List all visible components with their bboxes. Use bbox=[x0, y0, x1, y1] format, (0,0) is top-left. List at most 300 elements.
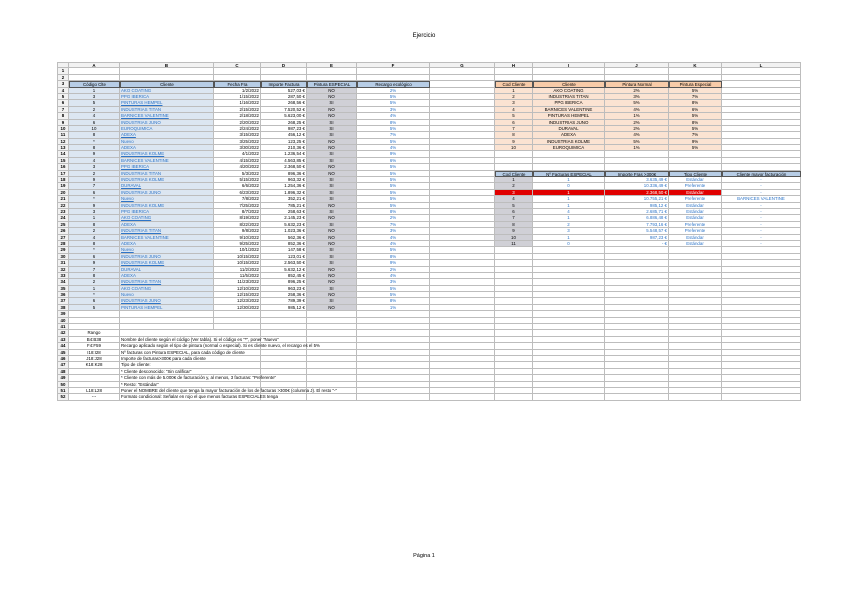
cell-b[interactable]: INDUSTRIAS KOLME bbox=[120, 151, 214, 157]
row-number[interactable]: 52 bbox=[57, 394, 69, 400]
summary-header-i[interactable]: Nº Facturas ESPECIAL bbox=[533, 171, 605, 177]
summary-header-j[interactable]: Importe Fras >300€ bbox=[605, 171, 669, 177]
cell-e[interactable]: NO bbox=[307, 164, 357, 170]
cell-b[interactable]: INDUSTRIAS JUNO bbox=[120, 254, 214, 260]
cell-d[interactable]: 1.254,36 € bbox=[261, 183, 307, 189]
cell-a[interactable]: 6 bbox=[69, 120, 120, 126]
cell-f[interactable]: 5% bbox=[357, 292, 430, 298]
cell-h[interactable]: 3 bbox=[495, 100, 533, 106]
row-number[interactable]: 40 bbox=[57, 318, 69, 324]
cell-f[interactable]: 9% bbox=[357, 260, 430, 266]
cell-a[interactable]: 3 bbox=[69, 209, 120, 215]
cell-c[interactable]: 8/7/2022 bbox=[214, 209, 261, 215]
row-number[interactable]: 4 bbox=[57, 88, 69, 94]
cell-e[interactable]: SI bbox=[307, 209, 357, 215]
cell-e[interactable]: SI bbox=[307, 260, 357, 266]
row-number[interactable]: 24 bbox=[57, 215, 69, 221]
cell-j[interactable]: 1% bbox=[605, 113, 669, 119]
note-text[interactable]: Formato condicional: Señalar en rojo el que menos facturas ESPECIALES tenga bbox=[120, 394, 801, 400]
cell-h[interactable]: 1 bbox=[495, 88, 533, 94]
cell-a[interactable]: 2 bbox=[69, 171, 120, 177]
cell-k[interactable]: Estándar bbox=[669, 215, 722, 221]
cell-k[interactable]: 7% bbox=[669, 94, 722, 100]
cell-e[interactable]: SI bbox=[307, 158, 357, 164]
cell-l[interactable]: BARNICES VALENTINE bbox=[722, 196, 801, 202]
cell-c[interactable]: 10/15/2022 bbox=[214, 254, 261, 260]
cell-d[interactable]: 123,01 € bbox=[261, 254, 307, 260]
cell-d[interactable]: 258,36 € bbox=[261, 292, 307, 298]
cell-a[interactable]: 4 bbox=[69, 235, 120, 241]
cell-j[interactable]: 987,23 € bbox=[605, 235, 669, 241]
cell-c[interactable]: 1/16/2022 bbox=[214, 100, 261, 106]
cell-a[interactable]: 1 bbox=[69, 286, 120, 292]
row-number[interactable]: 11 bbox=[57, 132, 69, 138]
row-number[interactable]: 18 bbox=[57, 177, 69, 183]
cell-a[interactable]: 8 bbox=[69, 273, 120, 279]
cell-f[interactable]: 4% bbox=[357, 113, 430, 119]
cell-f[interactable]: 3% bbox=[357, 107, 430, 113]
cell-a[interactable]: 4 bbox=[69, 113, 120, 119]
cell-e[interactable]: NO bbox=[307, 267, 357, 273]
row-number[interactable]: 9 bbox=[57, 120, 69, 126]
cell-j[interactable]: 2.368,50 € bbox=[605, 190, 669, 196]
cell-f[interactable]: 2% bbox=[357, 267, 430, 273]
cell-e[interactable]: NO bbox=[307, 113, 357, 119]
cell-e[interactable]: SI bbox=[307, 177, 357, 183]
cell-a[interactable]: 4 bbox=[69, 158, 120, 164]
row-number[interactable]: 12 bbox=[57, 139, 69, 145]
cell-e[interactable]: SI bbox=[307, 190, 357, 196]
cell-j[interactable]: 985,12 € bbox=[605, 203, 669, 209]
cell-k[interactable]: 5% bbox=[669, 113, 722, 119]
cell-c[interactable]: 10/1/2022 bbox=[214, 247, 261, 253]
row-number[interactable]: 43 bbox=[57, 337, 69, 343]
cell-j[interactable]: 1% bbox=[605, 145, 669, 151]
cell-k[interactable]: 5% bbox=[669, 88, 722, 94]
cell-h[interactable]: 8 bbox=[495, 132, 533, 138]
cell-k[interactable]: 5% bbox=[669, 126, 722, 132]
cell-c[interactable]: 9/25/2022 bbox=[214, 241, 261, 247]
cell-b[interactable]: Nuevo bbox=[120, 292, 214, 298]
cell-a[interactable]: 6 bbox=[69, 298, 120, 304]
cell-b[interactable]: AKO COATING bbox=[120, 286, 214, 292]
cell-f[interactable]: 5% bbox=[357, 196, 430, 202]
cell-h[interactable]: 5 bbox=[495, 113, 533, 119]
cell-a[interactable]: * bbox=[69, 247, 120, 253]
cell-b[interactable]: ADEXA bbox=[120, 222, 214, 228]
cell-h[interactable]: 9 bbox=[495, 139, 533, 145]
cell-e[interactable]: SI bbox=[307, 254, 357, 260]
cell-b[interactable]: EUROQUIMICA bbox=[120, 126, 214, 132]
cell-a[interactable]: 3 bbox=[69, 94, 120, 100]
cell-a[interactable]: K18:K28 bbox=[69, 362, 120, 368]
cell-i[interactable]: 1 bbox=[533, 190, 605, 196]
cell-f[interactable]: 7% bbox=[357, 132, 430, 138]
cell-c[interactable]: 12/30/2022 bbox=[214, 305, 261, 311]
cell-b[interactable]: DURAVAL bbox=[120, 267, 214, 273]
cell-c[interactable]: 2/18/2022 bbox=[214, 113, 261, 119]
row-number[interactable]: 14 bbox=[57, 151, 69, 157]
cell-f[interactable]: 8% bbox=[357, 298, 430, 304]
row-number[interactable]: 21 bbox=[57, 196, 69, 202]
row-number[interactable]: 8 bbox=[57, 113, 69, 119]
row-number[interactable]: 5 bbox=[57, 94, 69, 100]
cell-e[interactable]: NO bbox=[307, 292, 357, 298]
cell-c[interactable]: 4/1/2022 bbox=[214, 151, 261, 157]
cell-k[interactable]: 8% bbox=[669, 100, 722, 106]
cell-a[interactable]: * bbox=[69, 196, 120, 202]
row-number[interactable]: 29 bbox=[57, 247, 69, 253]
cell-d[interactable]: 963,23 € bbox=[261, 286, 307, 292]
cell-i[interactable]: 0 bbox=[533, 183, 605, 189]
row-number[interactable]: 27 bbox=[57, 235, 69, 241]
cell-a[interactable]: 7 bbox=[69, 183, 120, 189]
cell-c[interactable]: 3/25/2022 bbox=[214, 139, 261, 145]
cell-h[interactable]: 7 bbox=[495, 126, 533, 132]
column-header-h[interactable]: H bbox=[495, 62, 533, 68]
cell-b[interactable]: BARNICES VALENTINE bbox=[120, 158, 214, 164]
cell-c[interactable]: 1/15/2022 bbox=[214, 94, 261, 100]
cell-d[interactable]: 852,36 € bbox=[261, 241, 307, 247]
cell-i[interactable]: INDUSTRIAS KOLME bbox=[533, 139, 605, 145]
row-number[interactable]: 7 bbox=[57, 107, 69, 113]
row-number[interactable]: 34 bbox=[57, 279, 69, 285]
cell-h[interactable]: 2 bbox=[495, 94, 533, 100]
cell-c[interactable]: 7/8/2022 bbox=[214, 196, 261, 202]
row-number[interactable]: 26 bbox=[57, 228, 69, 234]
cell-k[interactable]: 6% bbox=[669, 107, 722, 113]
cell-h[interactable]: 10 bbox=[495, 145, 533, 151]
cell-e[interactable]: NO bbox=[307, 88, 357, 94]
cell-j[interactable]: 2.685,71 € bbox=[605, 209, 669, 215]
row-number[interactable]: 31 bbox=[57, 260, 69, 266]
row-number[interactable]: 22 bbox=[57, 203, 69, 209]
row-number[interactable]: 50 bbox=[57, 382, 69, 388]
column-header-c[interactable]: C bbox=[214, 62, 261, 68]
cell-b[interactable]: INDUSTRIAS JUNO bbox=[120, 298, 214, 304]
cell-i[interactable]: 1 bbox=[533, 196, 605, 202]
cell-j[interactable]: 2% bbox=[605, 120, 669, 126]
cell-j[interactable]: 7.793,16 € bbox=[605, 222, 669, 228]
cell-k[interactable]: Estándar bbox=[669, 203, 722, 209]
cell-i[interactable]: BARNICES VALENTINE bbox=[533, 107, 605, 113]
cell-b[interactable]: PINTURAS HEMPEL bbox=[120, 100, 214, 106]
column-header-g[interactable]: G bbox=[430, 62, 495, 68]
row-number[interactable]: 19 bbox=[57, 183, 69, 189]
cell-a[interactable]: L18:L28 bbox=[69, 388, 120, 394]
cell-e[interactable]: NO bbox=[307, 241, 357, 247]
cell-h[interactable]: 3 bbox=[495, 190, 533, 196]
cell-i[interactable]: 1 bbox=[533, 215, 605, 221]
cell-i[interactable]: 0 bbox=[533, 241, 605, 247]
note-text[interactable]: Recargo aplicado según el tipo de pintura (normal o especial). Si es cliente nuevo, el recargo es el 5% bbox=[120, 343, 801, 349]
cell-e[interactable]: NO bbox=[307, 273, 357, 279]
cell-b[interactable]: Nuevo bbox=[120, 247, 214, 253]
invoice-header-f[interactable]: Recargo ecológico bbox=[357, 81, 430, 87]
cell-e[interactable]: NO bbox=[307, 215, 357, 221]
cell-k[interactable]: Estándar bbox=[669, 241, 722, 247]
cell-k[interactable]: Estándar bbox=[669, 209, 722, 215]
row-number[interactable]: 3 bbox=[57, 81, 69, 87]
cell-e[interactable]: NO bbox=[307, 171, 357, 177]
row-number[interactable]: 15 bbox=[57, 158, 69, 164]
cell-f[interactable]: 5% bbox=[357, 171, 430, 177]
cell-b[interactable]: Nuevo bbox=[120, 196, 214, 202]
client-header-i[interactable]: Cliente bbox=[533, 81, 605, 87]
row-number[interactable]: 41 bbox=[57, 324, 69, 330]
cell-e[interactable]: SI bbox=[307, 100, 357, 106]
cell-l[interactable]: - bbox=[722, 222, 801, 228]
cell-a[interactable]: 2 bbox=[69, 279, 120, 285]
column-header-e[interactable]: E bbox=[307, 62, 357, 68]
cell-e[interactable]: NO bbox=[307, 279, 357, 285]
cell-e[interactable]: SI bbox=[307, 120, 357, 126]
cell-k[interactable]: Estándar bbox=[669, 190, 722, 196]
row-number[interactable]: 17 bbox=[57, 171, 69, 177]
cell-a[interactable]: J18:J28 bbox=[69, 356, 120, 362]
cell-c[interactable]: 1/2/2022 bbox=[214, 88, 261, 94]
cell-a[interactable]: 7 bbox=[69, 267, 120, 273]
cell-f[interactable]: 5% bbox=[357, 247, 430, 253]
cell-h[interactable]: 4 bbox=[495, 107, 533, 113]
cell-a[interactable]: 5 bbox=[69, 100, 120, 106]
note-text[interactable]: Importe de facturas>300€ para cada cliente bbox=[120, 356, 801, 362]
cell-a[interactable]: 9 bbox=[69, 260, 120, 266]
row-number[interactable]: 46 bbox=[57, 356, 69, 362]
cell-e[interactable]: NO bbox=[307, 203, 357, 209]
row-number[interactable]: 30 bbox=[57, 254, 69, 260]
cell-i[interactable]: 2 bbox=[533, 222, 605, 228]
cell-k[interactable]: 7% bbox=[669, 132, 722, 138]
cell-a[interactable]: 9 bbox=[69, 203, 120, 209]
cell-f[interactable]: 2% bbox=[357, 215, 430, 221]
cell-a[interactable]: * bbox=[69, 292, 120, 298]
cell-a[interactable]: 9 bbox=[69, 151, 120, 157]
cell-h[interactable]: 4 bbox=[495, 196, 533, 202]
cell-c[interactable]: 3/15/2022 bbox=[214, 132, 261, 138]
column-header-k[interactable]: K bbox=[669, 62, 722, 68]
cell-b[interactable]: BARNICES VALENTINE bbox=[120, 113, 214, 119]
cell-d[interactable]: 456,12 € bbox=[261, 132, 307, 138]
cell-c[interactable]: 4/15/2022 bbox=[214, 158, 261, 164]
column-header-a[interactable]: A bbox=[69, 62, 120, 68]
cell-e[interactable]: SI bbox=[307, 151, 357, 157]
cell-l[interactable]: - bbox=[722, 215, 801, 221]
cell-b[interactable]: AKO COATING bbox=[120, 88, 214, 94]
note-text[interactable]: * Cliente desconocido: "Sin calificar" bbox=[120, 369, 801, 375]
note-text[interactable]: Nº facturas con Pintura ESPECIAL, para cada código de cliente bbox=[120, 350, 801, 356]
cell-f[interactable]: 5% bbox=[357, 164, 430, 170]
cell-h[interactable]: 8 bbox=[495, 222, 533, 228]
cell-c[interactable]: 11/23/2022 bbox=[214, 279, 261, 285]
cell-b[interactable]: Nuevo bbox=[120, 139, 214, 145]
cell-b[interactable]: PPG IBERICA bbox=[120, 94, 214, 100]
cell-a[interactable]: I18:I28 bbox=[69, 350, 120, 356]
row-number[interactable]: 6 bbox=[57, 100, 69, 106]
cell-c[interactable]: 11/2/2022 bbox=[214, 267, 261, 273]
cell-d[interactable]: 789,39 € bbox=[261, 298, 307, 304]
cell-k[interactable]: 9% bbox=[669, 139, 722, 145]
column-header-b[interactable]: B bbox=[120, 62, 214, 68]
row-number[interactable]: 51 bbox=[57, 388, 69, 394]
cell-a[interactable]: F4:F59 bbox=[69, 343, 120, 349]
invoice-header-a[interactable]: Código Clte bbox=[69, 81, 120, 87]
cell-f[interactable]: 5% bbox=[357, 100, 430, 106]
cell-k[interactable]: Preferente bbox=[669, 183, 722, 189]
cell-j[interactable]: - € bbox=[605, 241, 669, 247]
cell-d[interactable]: 985,12 € bbox=[261, 305, 307, 311]
cell-f[interactable]: 5% bbox=[357, 203, 430, 209]
cell-c[interactable]: 5/3/2022 bbox=[214, 171, 261, 177]
cell-a[interactable]: Rango bbox=[69, 330, 120, 336]
cell-c[interactable]: 9/8/2022 bbox=[214, 228, 261, 234]
cell-c[interactable]: 6/6/2022 bbox=[214, 183, 261, 189]
cell-b[interactable]: INDUSTRIAS JUNO bbox=[120, 190, 214, 196]
row-number[interactable]: 35 bbox=[57, 286, 69, 292]
note-text[interactable]: Poner el NOMBRE del cliente que tenga la mayor facturación de los de facturas >300€ (columna J). El resto "-" bbox=[120, 388, 801, 394]
cell-k[interactable]: 5% bbox=[669, 145, 722, 151]
invoice-header-e[interactable]: Pintura ESPECIAL bbox=[307, 81, 357, 87]
cell-d[interactable]: 963,32 € bbox=[261, 177, 307, 183]
cell-b[interactable]: INDUSTRIAS TITAN bbox=[120, 279, 214, 285]
cell-f[interactable]: 5% bbox=[357, 286, 430, 292]
cell-j[interactable]: 2% bbox=[605, 126, 669, 132]
cell-i[interactable]: DURAVAL bbox=[533, 126, 605, 132]
invoice-header-b[interactable]: Cliente bbox=[120, 81, 214, 87]
cell-b[interactable]: PINTURAS HEMPEL bbox=[120, 305, 214, 311]
cell-f[interactable]: 4% bbox=[357, 241, 430, 247]
cell-f[interactable]: 3% bbox=[357, 279, 430, 285]
row-number[interactable]: 49 bbox=[57, 375, 69, 381]
cell-a[interactable]: 6 bbox=[69, 254, 120, 260]
cell-j[interactable]: 3% bbox=[605, 94, 669, 100]
cell-c[interactable]: 11/5/2022 bbox=[214, 273, 261, 279]
cell-c[interactable]: 7/25/2022 bbox=[214, 203, 261, 209]
cell-k[interactable]: 8% bbox=[669, 120, 722, 126]
cell-l[interactable]: - bbox=[722, 203, 801, 209]
cell-f[interactable]: 8% bbox=[357, 120, 430, 126]
cell-k[interactable]: Estándar bbox=[669, 177, 722, 183]
cell-k[interactable]: Preferente bbox=[669, 222, 722, 228]
cell-f[interactable]: 9% bbox=[357, 151, 430, 157]
cell-c[interactable]: 2/15/2022 bbox=[214, 107, 261, 113]
row-number[interactable]: 45 bbox=[57, 350, 69, 356]
cell-c[interactable]: 12/10/2022 bbox=[214, 286, 261, 292]
cell-f[interactable]: 5% bbox=[357, 94, 430, 100]
cell-a[interactable]: 1 bbox=[69, 88, 120, 94]
row-number[interactable]: 2 bbox=[57, 75, 69, 81]
cell-b[interactable]: ADEXA bbox=[120, 132, 214, 138]
row-number[interactable]: 47 bbox=[57, 362, 69, 368]
cell-f[interactable]: 8% bbox=[357, 209, 430, 215]
cell-i[interactable]: EUROQUIMICA bbox=[533, 145, 605, 151]
cell-a[interactable]: 9 bbox=[69, 177, 120, 183]
cell-f[interactable]: 8% bbox=[357, 254, 430, 260]
cell-j[interactable]: 4% bbox=[605, 132, 669, 138]
cell-i[interactable]: 1 bbox=[533, 177, 605, 183]
cell-b[interactable]: INDUSTRIAS TITAN bbox=[120, 228, 214, 234]
cell-d[interactable]: 1.236,54 € bbox=[261, 151, 307, 157]
cell-e[interactable]: NO bbox=[307, 305, 357, 311]
cell-c[interactable]: 9/10/2022 bbox=[214, 235, 261, 241]
cell-h[interactable]: 1 bbox=[495, 177, 533, 183]
cell-c[interactable]: 3/30/2022 bbox=[214, 145, 261, 151]
cell-l[interactable]: - bbox=[722, 235, 801, 241]
cell-d[interactable]: 7.520,52 € bbox=[261, 107, 307, 113]
row-number[interactable]: 48 bbox=[57, 369, 69, 375]
cell-c[interactable]: 8/22/2022 bbox=[214, 222, 261, 228]
row-number[interactable]: 39 bbox=[57, 311, 69, 317]
cell-k[interactable]: Preferente bbox=[669, 228, 722, 234]
cell-d[interactable]: 5.632,23 € bbox=[261, 222, 307, 228]
cell-i[interactable]: INDUSTRIAS JUNO bbox=[533, 120, 605, 126]
cell-b[interactable]: DURAVAL bbox=[120, 183, 214, 189]
cell-b[interactable]: ADEXA bbox=[120, 241, 214, 247]
row-number[interactable]: 36 bbox=[57, 292, 69, 298]
row-number[interactable]: 23 bbox=[57, 209, 69, 215]
cell-b[interactable]: INDUSTRIAS TITAN bbox=[120, 107, 214, 113]
cell-b[interactable]: INDUSTRIAS KOLME bbox=[120, 260, 214, 266]
cell-j[interactable]: 3.635,49 € bbox=[605, 177, 669, 183]
cell-a[interactable]: 6 bbox=[69, 190, 120, 196]
note-text[interactable]: Nombre del cliente según el código (Ver tabla). Si el código es "*", poner "Nuevo" bbox=[120, 337, 801, 343]
cell-e[interactable]: SI bbox=[307, 222, 357, 228]
cell-d[interactable]: 5.623,00 € bbox=[261, 113, 307, 119]
cell-e[interactable]: SI bbox=[307, 286, 357, 292]
cell-j[interactable]: 10.336,49 € bbox=[605, 183, 669, 189]
cell-f[interactable]: 4% bbox=[357, 235, 430, 241]
row-number[interactable]: 37 bbox=[57, 298, 69, 304]
cell-d[interactable]: 987,23 € bbox=[261, 126, 307, 132]
cell-e[interactable]: SI bbox=[307, 132, 357, 138]
cell-d[interactable]: 2.563,50 € bbox=[261, 260, 307, 266]
summary-header-h[interactable]: Cod Cliente bbox=[495, 171, 533, 177]
cell-b[interactable]: PPG IBERICA bbox=[120, 164, 214, 170]
cell-b[interactable]: INDUSTRIAS KOLME bbox=[120, 177, 214, 183]
cell-h[interactable]: 9 bbox=[495, 228, 533, 234]
cell-i[interactable]: AKO COATING bbox=[533, 88, 605, 94]
cell-f[interactable]: 5% bbox=[357, 139, 430, 145]
column-header-d[interactable]: D bbox=[261, 62, 307, 68]
cell-l[interactable]: - bbox=[722, 177, 801, 183]
cell-j[interactable]: 5.548,57 € bbox=[605, 228, 669, 234]
client-header-k[interactable]: Pintura Especial bbox=[669, 81, 722, 87]
cell-l[interactable]: - bbox=[722, 209, 801, 215]
cell-b[interactable]: INDUSTRIAS JUNO bbox=[120, 120, 214, 126]
cell-d[interactable]: 258,63 € bbox=[261, 209, 307, 215]
cell-c[interactable]: 8/19/2022 bbox=[214, 215, 261, 221]
row-number[interactable]: 44 bbox=[57, 343, 69, 349]
cell-j[interactable]: 2% bbox=[605, 88, 669, 94]
cell-c[interactable]: 6/23/2022 bbox=[214, 190, 261, 196]
row-number[interactable]: 28 bbox=[57, 241, 69, 247]
cell-a[interactable]: 8 bbox=[69, 222, 120, 228]
cell-d[interactable]: 1.896,32 € bbox=[261, 190, 307, 196]
cell-f[interactable]: 5% bbox=[357, 190, 430, 196]
column-header-l[interactable]: L bbox=[722, 62, 801, 68]
cell-e[interactable]: NO bbox=[307, 145, 357, 151]
cell-b[interactable]: PPG IBERICA bbox=[120, 209, 214, 215]
cell-i[interactable]: PPG IBERICA bbox=[533, 100, 605, 106]
cell-c[interactable]: 4/20/2022 bbox=[214, 164, 261, 170]
cell-i[interactable]: 1 bbox=[533, 203, 605, 209]
row-number[interactable]: 1 bbox=[57, 68, 69, 74]
cell-j[interactable]: 5% bbox=[605, 100, 669, 106]
summary-header-l[interactable]: Cliente mayor facturación bbox=[722, 171, 801, 177]
cell-d[interactable]: 147,58 € bbox=[261, 247, 307, 253]
cell-i[interactable]: 4 bbox=[533, 209, 605, 215]
cell-d[interactable]: 268,25 € bbox=[261, 120, 307, 126]
